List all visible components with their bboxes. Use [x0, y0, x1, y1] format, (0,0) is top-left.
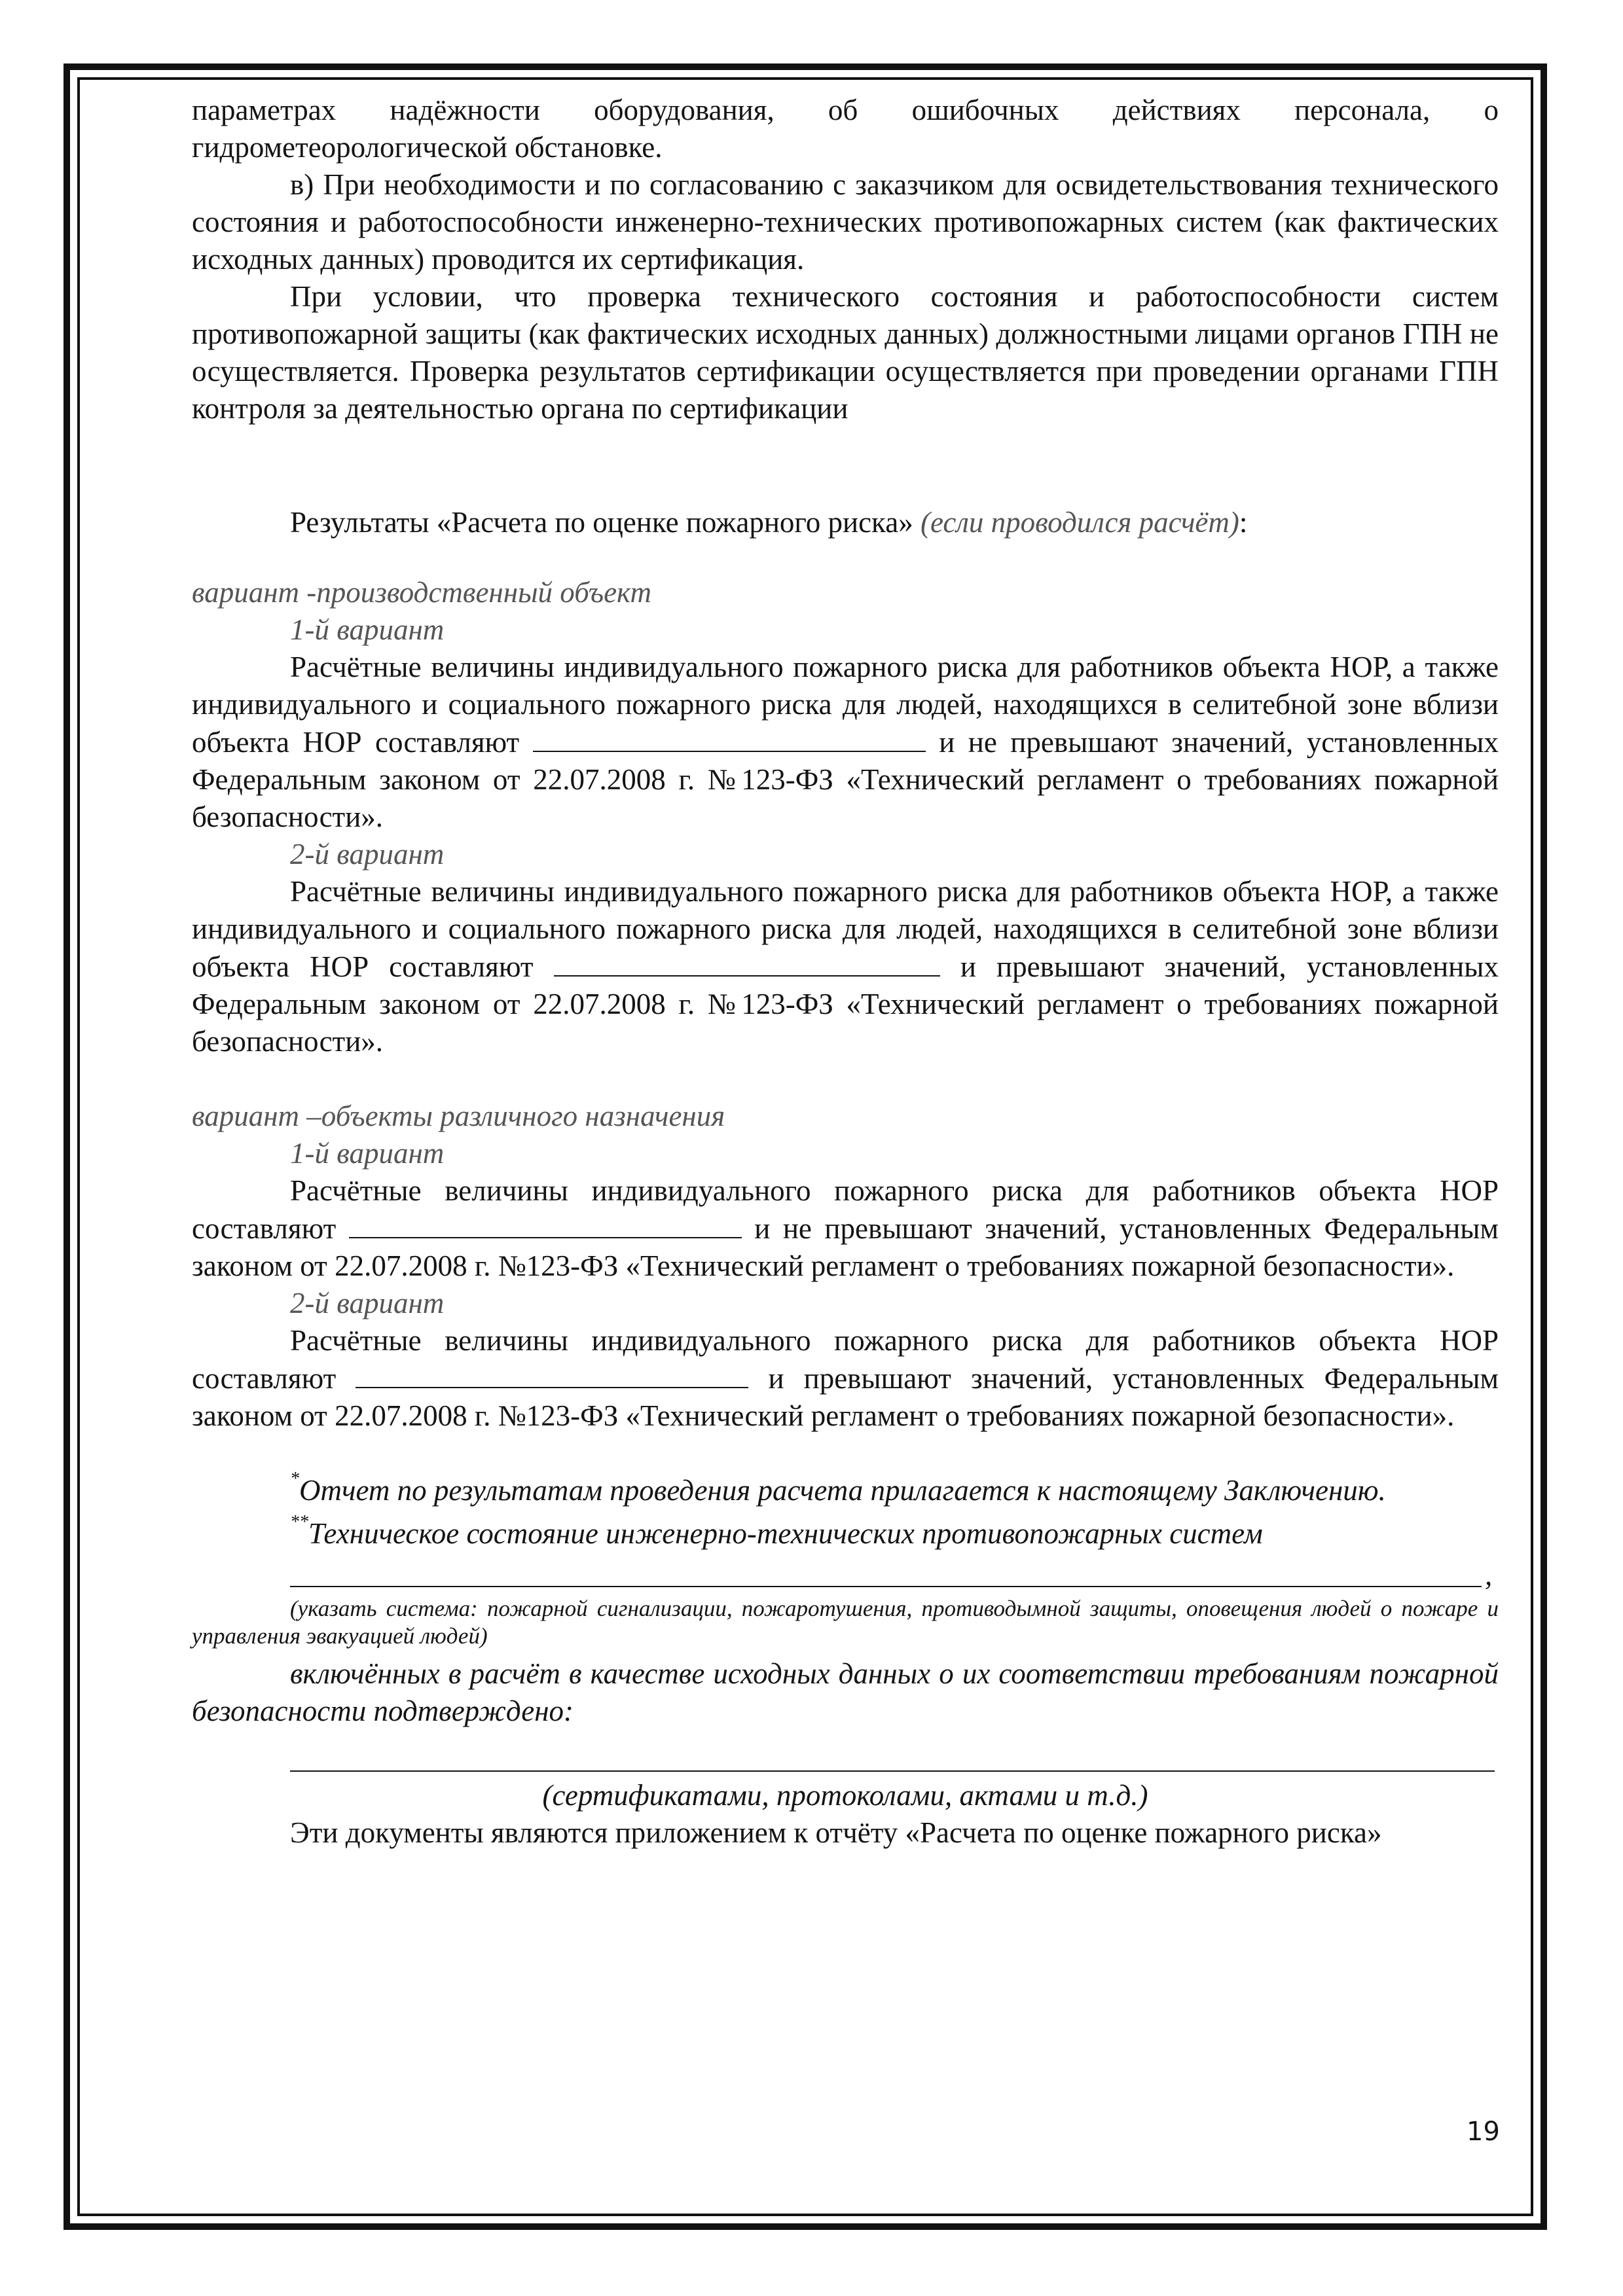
results-heading — [192, 504, 1499, 541]
paragraph-reliability-line2: гидрометеорологической обстановке. — [192, 131, 663, 164]
systems-blank-comma: , — [1485, 1558, 1493, 1591]
final-paragraph: Эти документы являются приложением к отчёту «Расчета по оценке пожарного риска» — [290, 1816, 1382, 1849]
variant-a-2-text-part2: и превышают значений, установленных Федеральным законом от 22.07.2008 г. №123-ФЗ «Технический регламент о требованиях пожарной безопасности». — [192, 950, 1499, 1058]
documents-blank-row — [192, 1730, 1499, 1777]
variant-b-2-label: 2-й вариант — [290, 1287, 445, 1319]
variant-a-1-text — [192, 649, 1499, 836]
documents-hint: (сертификатами, протоколами, актами и т.д.) — [542, 1779, 1148, 1812]
variant-b-2-text-part2: и превышают значений, установленных Федеральным законом от 22.07.2008 г. №123-ФЗ «Технический регламент о требованиях пожарной безопасности». — [192, 1362, 1499, 1432]
variant-b-1-text-part1: Расчётные величины индивидуального пожарного риска для работников объекта НОР составляют — [192, 1174, 1499, 1245]
results-heading-colon: : — [1239, 506, 1248, 539]
footnote-report-text: Отчет по результатам проведения расчета прилагается к настоящему Заключению. — [299, 1474, 1386, 1507]
systems-blank-row — [192, 1553, 1499, 1592]
variant-b-1-label: 1-й вариант — [290, 1137, 445, 1170]
footnote-star-2: ** — [290, 1512, 308, 1532]
variant-a-2-text — [192, 873, 1499, 1060]
variant-a-1-label: 1-й вариант — [290, 613, 445, 646]
document-page — [192, 92, 1499, 1852]
variant-a-1-text-part1: Расчётные величины индивидуального пожарного риска для работников объекта НОР, а также индивидуального и социального пожарного риска для людей, находящихся в селитебной зоне вблизи объекта НОР составляют — [192, 651, 1499, 759]
footnote-report — [192, 1471, 1499, 1510]
footnote-star-1: * — [290, 1469, 299, 1489]
systems-blank-line[interactable] — [290, 1558, 1482, 1587]
variant-b-1-text-part2: и не превышают значений, установленных Федеральным законом от 22.07.2008 г. №123-ФЗ «Технический регламент о требованиях пожарной безопасности». — [192, 1212, 1499, 1282]
variant-a-2-label: 2-й вариант — [290, 838, 445, 870]
variant-b-1-blank-line[interactable] — [349, 1210, 742, 1238]
variant-a-1-blank-line[interactable] — [533, 723, 926, 752]
footnote-technical-state-text: Техническое состояние инженерно-технических противопожарных систем — [308, 1517, 1263, 1550]
variant-b-2-text — [192, 1322, 1499, 1435]
variant-b-2-text-part1: Расчётные величины индивидуального пожарного риска для работников объекта НОР составляют — [192, 1324, 1499, 1395]
systems-hint: (указать система: пожарной сигнализации, пожаротушения, противодымной защиты, оповещения людей о пожаре и управления эвакуацией людей) — [192, 1596, 1499, 1649]
documents-blank-line[interactable] — [290, 1743, 1495, 1772]
paragraph-inspection: При условии, что проверка технического состояния и работоспособности систем противопожарной защиты (как фактических исходных данных) должностными лицами органов ГПН не осуществляется. Проверка результатов сертификации осуществляется при проведении органами ГПН контроля за деятельностью органа по сертификации — [192, 280, 1499, 425]
footnote-compliance: включённых в расчёт в качестве исходных данных о их соответствии требованиям пожарной безопасности подтверждено: — [192, 1657, 1499, 1727]
variant-b-title: вариант –объекты различного назначения — [192, 1100, 725, 1132]
paragraph-reliability-line1: параметрах надёжности оборудования, об ошибочных действиях персонала, о — [192, 94, 1499, 126]
variant-a-1-text-part2: и не превышают значений, установленных Федеральным законом от 22.07.2008 г. №123-ФЗ «Технический регламент о требованиях пожарной безопасности». — [192, 726, 1499, 833]
footnote-technical-state — [192, 1514, 1499, 1553]
results-heading-note: (если проводился расчёт) — [920, 506, 1239, 539]
paragraph-certification: в) При необходимости и по согласованию с заказчиком для освидетельствования технического состояния и работоспособности инженерно-технических противопожарных систем (как фактических исходных данных) проводится их сертификация. — [192, 168, 1499, 276]
variant-b-1-text — [192, 1172, 1499, 1285]
page-number: 19 — [1467, 2117, 1500, 2147]
variant-a-2-text-part1: Расчётные величины индивидуального пожарного риска для работников объекта НОР, а также индивидуального и социального пожарного риска для людей, находящихся в селитебной зоне вблизи объекта НОР составляют — [192, 875, 1499, 983]
variant-a-title: вариант -производственный объект — [192, 576, 652, 609]
results-heading-text: Результаты «Расчета по оценке пожарного риска» — [290, 506, 913, 539]
variant-b-2-blank-line[interactable] — [356, 1359, 748, 1388]
variant-a-2-blank-line[interactable] — [554, 948, 940, 977]
